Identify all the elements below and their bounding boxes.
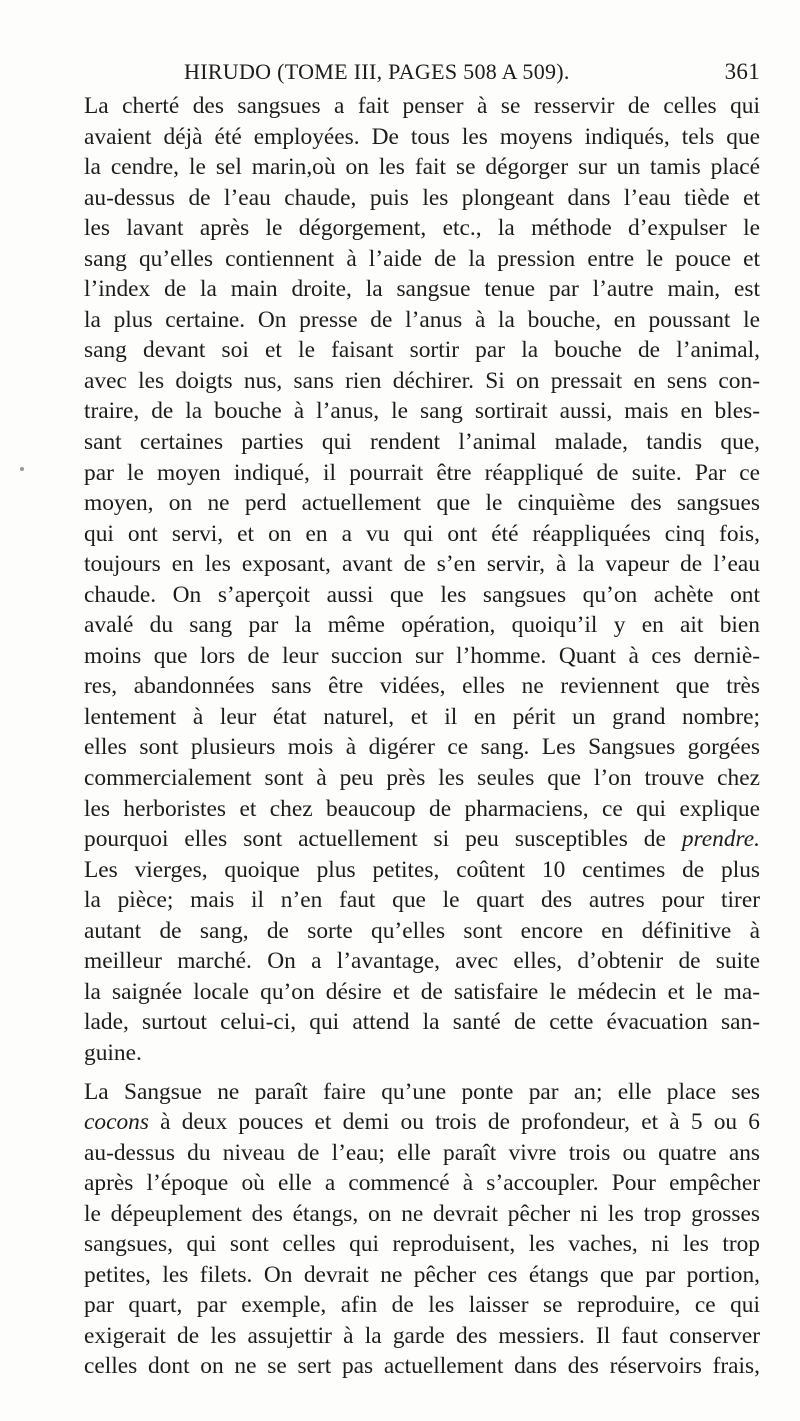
text-line: meilleur marché. On a l’avantage, avec elles, d’obtenir de suite	[84, 948, 760, 975]
paragraph-2-rest	[84, 1138, 760, 1382]
body-text	[84, 91, 760, 1382]
text-line: avaient déjà été employées. De tous les moyens indiqués, tels que	[84, 123, 760, 150]
text-line: lentement à leur état naturel, et il en périt un grand nombre;	[84, 703, 760, 730]
text-line: la pièce; mais il n’en faut que le quart des autres pour tirer	[84, 887, 760, 914]
text-line: elles sont plusieurs mois à digérer ce sang. Les Sangsues gorgées	[84, 734, 760, 761]
running-head-title: HIRUDO (TOME III, PAGES 508 A 509).	[184, 59, 570, 84]
text-line: moins que lors de leur succion sur l’homme. Quant à ces derniè-	[84, 642, 760, 669]
paragraph-1	[84, 91, 760, 1069]
text-line: par le moyen indiqué, il pourrait être réappliqué de suite. Par ce	[84, 459, 760, 486]
text-line: toujours en les exposant, avant de s’en servir, à la vapeur de l’eau	[84, 551, 760, 578]
italic-word: cocons	[84, 1109, 149, 1136]
text-line: l’index de la main droite, la sangsue tenue par l’autre main, est	[84, 276, 760, 303]
text-line: La Sangsue ne paraît faire qu’une ponte par an; elle place ses	[84, 1078, 760, 1105]
text-line: sang qu’elles contiennent à l’aide de la pression entre le pouce et	[84, 245, 760, 272]
text-line: la saignée locale qu’on désire et de satisfaire le médecin et le ma-	[84, 978, 760, 1005]
text-line-rest: à deux pouces et demi ou trois de profondeur, et à 5 ou 6	[160, 1109, 760, 1136]
text-line: par quart, par exemple, afin de les laisser se reproduire, ce qui	[84, 1292, 760, 1319]
text-line: les herboristes et chez beaucoup de pharmaciens, ce qui explique	[84, 795, 760, 822]
text-line: avec les doigts nus, sans rien déchirer. Si on pressait en sens con-	[84, 367, 760, 394]
text-line: le dépeuplement des étangs, on ne devrait pêcher ni les trop grosses	[84, 1200, 760, 1227]
text-line	[84, 824, 760, 855]
text-line: petites, les filets. On devrait ne pêcher ces étangs que par portion,	[84, 1261, 760, 1288]
text-line: qui ont servi, et on en a vu qui ont été réappliquées cinq fois,	[84, 520, 760, 547]
text-line: au-dessus de l’eau chaude, puis les plongeant dans l’eau tiède et	[84, 184, 760, 211]
text-line	[84, 1107, 760, 1138]
text-line: celles dont on ne se sert pas actuellement dans des réservoirs frais,	[84, 1353, 760, 1380]
page-number: 361	[724, 59, 760, 84]
text-line: chaude. On s’aperçoit aussi que les sangsues qu’on achète ont	[84, 581, 760, 608]
text-line: la cendre, le sel marin,où on les fait se dégorger sur un tamis placé	[84, 154, 760, 181]
text-line: après l’époque où elle a commencé à s’accoupler. Pour empêcher	[84, 1170, 760, 1197]
running-head	[84, 55, 760, 89]
text-line: sant certaines parties qui rendent l’animal malade, tandis que,	[84, 429, 760, 456]
text-line: lade, surtout celui-ci, qui attend la santé de cette évacuation san-	[84, 1009, 760, 1036]
text-line: moyen, on ne perd actuellement que le cinquième des sangsues	[84, 490, 760, 517]
text-line: au-dessus du niveau de l’eau; elle paraît vivre trois ou quatre ans	[84, 1139, 760, 1166]
text-line: traire, de la bouche à l’anus, le sang sortirait aussi, mais en bles-	[84, 398, 760, 425]
text-line: sang devant soi et le faisant sortir par la bouche de l’animal,	[84, 337, 760, 364]
text-line: res, abandonnées sans être vidées, elles ne reviennent que très	[84, 673, 760, 700]
paragraph-2	[84, 1077, 760, 1382]
text-line: commercialement sont à peu près les seules que l’on trouve chez	[84, 765, 760, 792]
text-line: sangsues, qui sont celles qui reproduisent, les vaches, ni les trop	[84, 1231, 760, 1258]
text-line: guine.	[84, 1039, 142, 1066]
text-line: exigerait de les assujettir à la garde des messiers. Il faut conserver	[84, 1322, 760, 1349]
text-line: la plus certaine. On presse de l’anus à la bouche, en poussant le	[84, 306, 760, 333]
text-line-start: pourquoi elles sont actuellement si peu susceptibles de	[84, 826, 666, 853]
text-line: Les vierges, quoique plus petites, coûtent 10 centimes de plus	[84, 856, 760, 883]
italic-word: prendre.	[681, 826, 760, 853]
text-line: avalé du sang par la même opération, quoiqu’il y en ait bien	[84, 612, 760, 639]
text-line: La cherté des sangsues a fait penser à se resservir de celles qui	[84, 93, 760, 119]
text-line: autant de sang, de sorte qu’elles sont encore en définitive à	[84, 917, 760, 944]
text-line: les lavant après le dégorgement, etc., la méthode d’expulser le	[84, 215, 760, 242]
